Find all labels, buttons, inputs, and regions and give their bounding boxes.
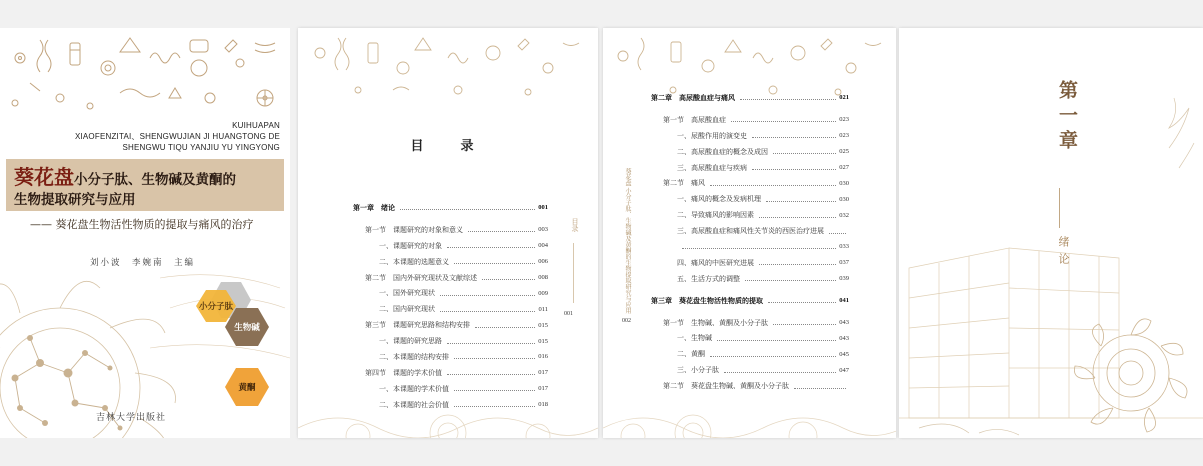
toc-entry-label: 第一章 绪论 — [353, 203, 395, 212]
toc-entry-label: 第一节 高尿酸血症 — [663, 115, 726, 124]
toc-entry-page: 030 — [839, 179, 849, 187]
chapter-divider — [1059, 188, 1060, 228]
science-doodles-illustration — [0, 28, 290, 123]
toc-entry[interactable] — [353, 285, 548, 301]
toc-entry[interactable] — [651, 362, 849, 378]
toc-entry-label: 二、本课题的结构安排 — [379, 352, 449, 361]
toc-title: 目 录 — [410, 139, 486, 154]
toc-entry[interactable] — [651, 223, 849, 239]
toc-entry-label: 二、本课题的社会价值 — [379, 400, 449, 409]
toc-entry-label: 五、生活方式的调整 — [677, 274, 740, 283]
toc-entry-page: 025 — [839, 148, 849, 156]
toc-entry-page: 027 — [839, 164, 849, 171]
toc-entry-label: 第二节 葵花盘生物碱、黄酮及小分子肽 — [663, 382, 789, 391]
toc-entry[interactable] — [651, 255, 849, 271]
toc-entry[interactable] — [353, 270, 548, 286]
book-cover — [0, 28, 290, 438]
toc-entry-page: 041 — [839, 297, 849, 305]
toc-entry-page: 016 — [538, 353, 548, 361]
publisher-name: 吉林大学出版社 — [96, 413, 167, 423]
toc-entry-page: 037 — [839, 259, 849, 267]
toc-list-2 — [651, 90, 849, 394]
toc-entry-page: 004 — [538, 242, 548, 250]
toc-entry[interactable] — [353, 222, 548, 238]
hex-label-flavone: 黄酮 — [238, 383, 256, 393]
toc-entry[interactable] — [651, 128, 849, 144]
toc-entry[interactable] — [651, 346, 849, 362]
science-doodles-illustration — [298, 28, 598, 108]
topic-hexagons — [196, 280, 286, 410]
hexagon-flavone — [225, 368, 269, 406]
toc-entry-page: 006 — [538, 258, 548, 266]
toc-entry-page: 047 — [839, 366, 849, 374]
toc-entry-label: 三、高尿酸血症与疾病 — [677, 163, 747, 172]
toc-entry-page: 032 — [839, 211, 849, 219]
toc-entry-label: 一、尿酸作用的演变史 — [677, 131, 747, 140]
book-title-main: 葵花盘 — [14, 165, 74, 189]
toc-entry-label: 第二章 高尿酸血症与痛风 — [651, 93, 735, 102]
toc-entry-label: 第二节 国内外研究现状及文献综述 — [365, 273, 477, 282]
toc-entry-page: 003 — [538, 226, 548, 234]
toc-entry[interactable] — [651, 271, 849, 287]
toc-entry-page: 017 — [538, 369, 548, 377]
chapter-opener-page — [899, 28, 1203, 438]
toc-entry-label: 第一节 课题研究的对象和意义 — [365, 225, 463, 234]
pinyin-title-block — [75, 120, 280, 153]
toc-entry-page: 015 — [538, 337, 548, 345]
toc-entry[interactable] — [651, 175, 849, 191]
toc-entry[interactable] — [353, 301, 548, 317]
toc-entry-label: 一、课题的研究思路 — [379, 337, 442, 346]
toc-entry-page: 043 — [839, 319, 849, 327]
toc-page-2 — [603, 28, 896, 438]
toc-entry-label: 一、本课题的学术价值 — [379, 384, 449, 393]
book-editors: 刘小波 李婉南 主编 — [90, 258, 196, 268]
toc-entry[interactable] — [353, 238, 548, 254]
pinyin-title: KUIHUAPAN — [232, 121, 280, 130]
toc-entry[interactable] — [353, 349, 548, 365]
hex-label-alkaloid: 生物碱 — [234, 323, 260, 333]
toc-entry-label: 二、黄酮 — [677, 350, 705, 359]
toc-entry-page: 009 — [538, 289, 548, 297]
toc-entry[interactable] — [651, 191, 849, 207]
toc-entry-page: 015 — [538, 321, 548, 329]
sunflower-footer-illustration — [603, 378, 896, 438]
toc-entry-page: 021 — [839, 94, 849, 102]
running-title-vertical: 葵花盘 小分子肽、生物碱及黄酮的生物提取研究与应用 — [624, 168, 631, 314]
toc-entry-page: 023 — [839, 132, 849, 140]
hex-label-peptide: 小分子肽 — [198, 302, 234, 312]
chapter-name: 绪论 — [1057, 236, 1070, 270]
sunflower-footer-illustration — [298, 378, 598, 438]
toc-entry-page: 039 — [839, 275, 849, 283]
building-sunflower-illustration — [899, 28, 1203, 438]
toc-entry-label: 第三节 课题研究思路和结构安排 — [365, 321, 470, 330]
toc-entry-page: 008 — [538, 274, 548, 281]
toc-page-number: 001 — [564, 311, 573, 317]
pinyin-line-2: SHENGWU TIQU YANJIU YU YINGYONG — [122, 143, 280, 152]
toc-entry-page: 011 — [538, 305, 548, 313]
book-subtitle: —— 葵花盘生物活性物质的提取与痛风的治疗 — [30, 218, 254, 231]
chapter-label: 第一章 — [1056, 80, 1078, 155]
toc2-page-number: 002 — [622, 318, 631, 324]
toc-entry[interactable] — [651, 160, 849, 176]
toc-entry-label: 四、痛风的中医研究进展 — [677, 258, 754, 267]
toc-entry-page: 030 — [839, 195, 849, 203]
pinyin-line-1: XIAOFENZITAI、SHENGWUJIAN JI HUANGTONG DE — [74, 132, 280, 141]
toc-entry-label: 一、国外研究现状 — [379, 289, 435, 298]
toc-entry-label: 二、国内研究现状 — [379, 305, 435, 314]
toc-entry-page: 033 — [839, 243, 849, 251]
toc-entry-label: 二、高尿酸血症的概念及成因 — [677, 147, 768, 156]
book-title-rest: 小分子肽、生物碱及黄酮的 — [74, 172, 236, 188]
toc-entry[interactable] — [651, 330, 849, 346]
toc-entry-label: 第三章 葵花盘生物活性物质的提取 — [651, 296, 763, 305]
book-title-line-2: 生物提取研究与应用 — [14, 192, 136, 208]
toc-entry-label: 三、高尿酸血症和痛风性关节炎的西医治疗进展 — [677, 227, 824, 236]
toc-entry-continuation[interactable] — [651, 239, 849, 255]
toc-entry[interactable] — [651, 315, 849, 331]
toc-entry[interactable] — [353, 200, 548, 216]
toc-entry[interactable] — [353, 333, 548, 349]
toc-page-1 — [298, 28, 598, 438]
toc-entry-label: 一、课题研究的对象 — [379, 241, 442, 250]
toc-entry-page: 001 — [538, 204, 548, 212]
toc-entry-page: 018 — [538, 401, 548, 409]
toc-entry-page: 043 — [839, 334, 849, 342]
toc-entry-label: 三、小分子肽 — [677, 366, 719, 375]
toc-entry-label: 第一节 生物碱、黄酮及小分子肽 — [663, 318, 768, 327]
toc-entry-label: 第二节 痛风 — [663, 179, 705, 188]
toc-entry[interactable] — [651, 144, 849, 160]
toc-entry-page: 017 — [538, 385, 548, 393]
toc-entry-label: 二、导致痛风的影响因素 — [677, 211, 754, 220]
toc-side-rule — [573, 243, 574, 303]
toc-entry-label: 二、本课题的选题意义 — [379, 257, 449, 266]
toc-entry[interactable] — [651, 293, 849, 309]
toc-entry[interactable] — [353, 254, 548, 270]
toc-entry[interactable] — [353, 317, 548, 333]
toc-entry-label: 一、生物碱 — [677, 334, 712, 343]
toc-entry-label: 第四节 课题的学术价值 — [365, 368, 442, 377]
toc-side-label: 目录 — [571, 218, 579, 232]
toc-entry-page: 023 — [839, 116, 849, 124]
book-title-line-1 — [14, 161, 236, 190]
toc-entry[interactable] — [651, 112, 849, 128]
toc-entry[interactable] — [651, 90, 849, 106]
toc-entry[interactable] — [651, 207, 849, 223]
toc-entry-label: 一、痛风的概念及发病机理 — [677, 195, 761, 204]
toc-entry-page: 045 — [839, 350, 849, 358]
